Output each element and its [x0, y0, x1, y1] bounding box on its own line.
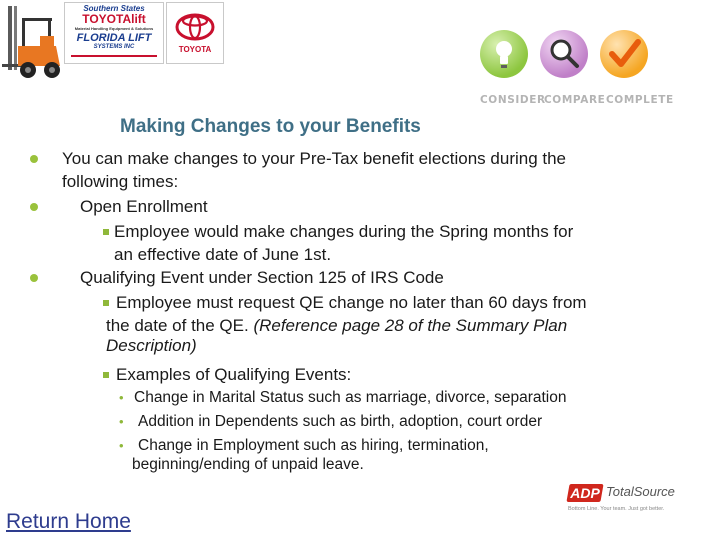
sub1-line2: an effective date of June 1st.	[114, 245, 332, 264]
bullet1-line1: You can make changes to your Pre-Tax benefit elections during the	[62, 149, 567, 168]
dealer-logo-line4: FLORIDA LIFT	[76, 32, 152, 44]
sub3-text: Examples of Qualifying Events:	[116, 365, 352, 384]
compare-label: COMPARE	[544, 94, 606, 106]
dealer-logo-line1: Southern States	[83, 4, 145, 13]
example-bullet-icon: •	[119, 390, 124, 405]
bullet-icon	[30, 155, 38, 163]
bullet-icon	[30, 274, 38, 282]
consider-label: CONSIDER	[480, 94, 546, 106]
sub2-line2-normal: the date of the QE.	[106, 316, 254, 335]
sub2-line2-italic: (Reference page 28 of the Summary Plan	[253, 316, 568, 335]
complete-step-icon	[600, 30, 648, 78]
adp-badge	[566, 484, 603, 502]
complete-label: COMPLETE	[606, 94, 674, 106]
adp-product-text: TotalSource	[606, 484, 675, 499]
example3-line1: Change in Employment such as hiring, termination,	[138, 437, 489, 454]
forklift-icon	[0, 0, 64, 84]
example-bullet-icon: •	[119, 414, 124, 429]
example3-line2: beginning/ending of unpaid leave.	[132, 456, 364, 473]
sub-bullet-icon	[103, 372, 109, 378]
consider-step-icon	[480, 30, 528, 78]
sub1-line1: Employee would make changes during the Spring months for	[114, 222, 574, 241]
dealer-logo-line2: TOYOTAlift	[82, 12, 146, 26]
sub2-line2	[106, 316, 567, 336]
sub2-line3: Description)	[106, 336, 197, 355]
example-bullet-icon: •	[119, 438, 124, 453]
dealer-logo-line3: Material Handling Equipment & Solutions	[74, 26, 154, 31]
example1-text: Change in Marital Status such as marriage, divorce, separation	[134, 389, 567, 406]
checkmark-icon	[600, 30, 648, 78]
bullet3-text: Qualifying Event under Section 125 of IRS Code	[80, 268, 444, 287]
sub-bullet-icon	[103, 300, 109, 306]
sub2-line1: Employee must request QE change no later than 60 days from	[116, 293, 587, 312]
bullet-icon	[30, 203, 38, 211]
adp-totalsource-logo	[568, 482, 688, 522]
lightbulb-icon	[480, 30, 528, 78]
adp-tagline: Bottom Line. Your team. Just got better.	[568, 506, 665, 512]
toyota-emblem-icon	[167, 3, 223, 63]
dealer-logo-rule	[71, 55, 157, 57]
toyota-logo	[166, 2, 224, 64]
return-home-link[interactable]: Return Home	[6, 510, 131, 533]
bullet2-text: Open Enrollment	[80, 197, 208, 216]
example2-text: Addition in Dependents such as birth, adoption, court order	[138, 413, 543, 430]
bullet1-line2: following times:	[62, 172, 179, 191]
page-title: Making Changes to your Benefits	[120, 116, 421, 137]
adp-brand-text: ADP	[570, 485, 600, 501]
dealer-logo	[64, 2, 164, 64]
toyota-logo-text: TOYOTA	[178, 45, 212, 54]
compare-step-icon	[540, 30, 588, 78]
sub-bullet-icon	[103, 229, 109, 235]
magnifier-icon	[540, 30, 588, 78]
dealer-logo-line5: SYSTEMS INC	[93, 44, 135, 50]
